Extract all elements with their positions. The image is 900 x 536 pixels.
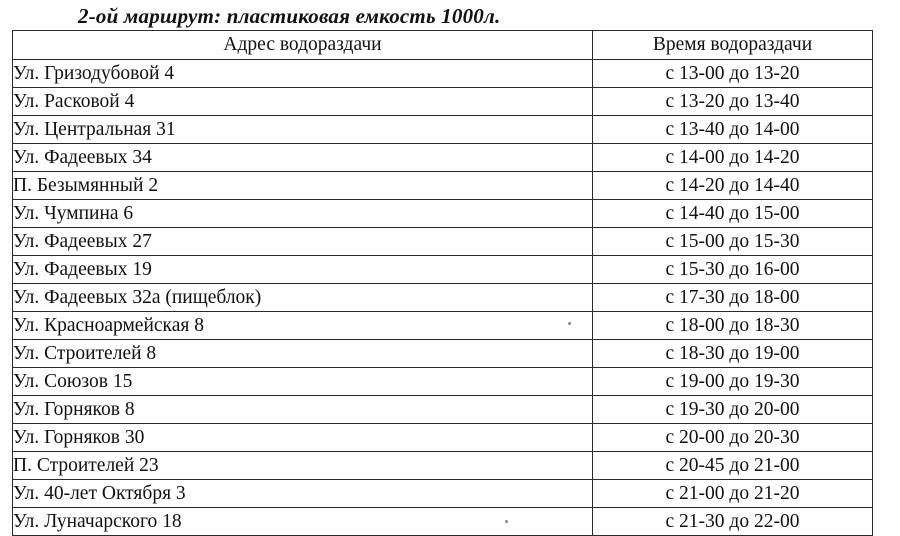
address-cell: Ул. Чумпина 6 (13, 200, 593, 228)
table-row (13, 256, 873, 284)
route-title: 2-ой маршрут: пластиковая емкость 1000л. (78, 4, 501, 28)
table-row (13, 116, 873, 144)
time-cell: с 15-30 до 16-00 (593, 256, 873, 284)
address-cell: П. Строителей 23 (13, 452, 593, 480)
table-header-row (13, 31, 873, 60)
address-cell: Ул. Горняков 8 (13, 396, 593, 424)
address-cell: Ул. Фадеевых 34 (13, 144, 593, 172)
time-cell: с 17-30 до 18-00 (593, 284, 873, 312)
table-row (13, 480, 873, 508)
address-cell: Ул. Фадеевых 32а (пищеблок) (13, 284, 593, 312)
time-cell: с 13-00 до 13-20 (593, 60, 873, 88)
table-row (13, 508, 873, 536)
time-cell: с 14-20 до 14-40 (593, 172, 873, 200)
time-cell: с 21-00 до 21-20 (593, 480, 873, 508)
address-cell: Ул. Фадеевых 19 (13, 256, 593, 284)
time-cell: с 20-45 до 21-00 (593, 452, 873, 480)
time-cell: с 19-30 до 20-00 (593, 396, 873, 424)
table-row (13, 284, 873, 312)
time-cell: с 13-40 до 14-00 (593, 116, 873, 144)
table-row (13, 368, 873, 396)
table-row (13, 424, 873, 452)
table-row (13, 452, 873, 480)
address-cell: Ул. Горняков 30 (13, 424, 593, 452)
address-cell: Ул. Гризодубовой 4 (13, 60, 593, 88)
time-cell: с 15-00 до 15-30 (593, 228, 873, 256)
table-row (13, 88, 873, 116)
address-cell: Ул. Союзов 15 (13, 368, 593, 396)
time-cell: с 14-40 до 15-00 (593, 200, 873, 228)
time-cell: с 20-00 до 20-30 (593, 424, 873, 452)
time-cell: с 18-00 до 18-30 (593, 312, 873, 340)
address-cell: Ул. Расковой 4 (13, 88, 593, 116)
table-row (13, 172, 873, 200)
address-cell: Ул. Луначарского 18 (13, 508, 593, 536)
time-cell: с 18-30 до 19-00 (593, 340, 873, 368)
header-address: Адрес водораздачи (13, 31, 593, 60)
header-time: Время водораздачи (593, 31, 873, 60)
table-row (13, 60, 873, 88)
water-distribution-table (12, 30, 873, 536)
address-cell: Ул. 40-лет Октября 3 (13, 480, 593, 508)
scan-speck (505, 520, 508, 523)
table-row (13, 200, 873, 228)
address-cell: П. Безымянный 2 (13, 172, 593, 200)
address-cell: Ул. Центральная 31 (13, 116, 593, 144)
address-cell: Ул. Красноармейская 8 (13, 312, 593, 340)
time-cell: с 14-00 до 14-20 (593, 144, 873, 172)
table-row (13, 144, 873, 172)
time-cell: с 21-30 до 22-00 (593, 508, 873, 536)
table-row (13, 312, 873, 340)
scan-speck (568, 322, 571, 325)
time-cell: с 19-00 до 19-30 (593, 368, 873, 396)
table-row (13, 228, 873, 256)
table-row (13, 396, 873, 424)
time-cell: с 13-20 до 13-40 (593, 88, 873, 116)
table-row (13, 340, 873, 368)
address-cell: Ул. Строителей 8 (13, 340, 593, 368)
address-cell: Ул. Фадеевых 27 (13, 228, 593, 256)
